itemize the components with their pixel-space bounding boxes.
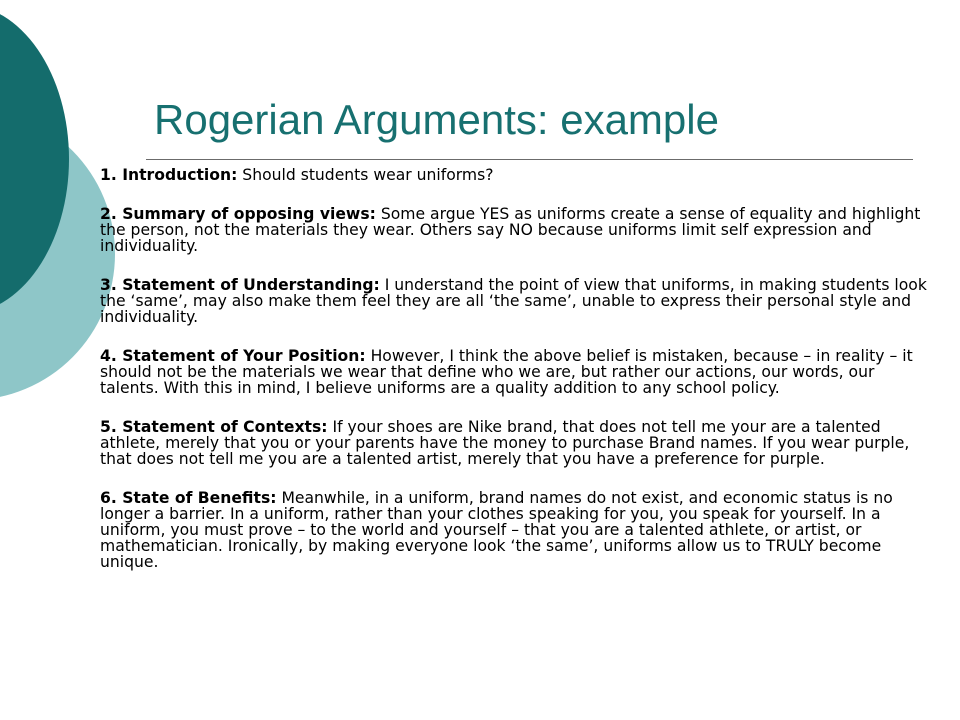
- paragraph-text: If your shoes are Nike brand, that does not tell me your are a talented athlete, merely that you or your parents have the money to purchase Brand names. If you wear purple, that does not tell me you are a talented artist, merely that you have a preference for purple.: [100, 418, 910, 468]
- paragraph-text: Should students wear uniforms?: [242, 166, 494, 184]
- paragraph-text: I understand the point of view that uniforms, in making students look the ‘same’, may also make them feel they are all ‘the same’, unable to express their personal style and individuality.: [100, 276, 927, 326]
- paragraph-position: [100, 348, 930, 396]
- paragraph-label: 6. State of Benefits:: [100, 489, 277, 507]
- paragraph-label: 3. Statement of Understanding:: [100, 276, 380, 294]
- paragraph-text: Meanwhile, in a uniform, brand names do not exist, and economic status is no longer a barrier. In a uniform, rather than your clothes speaking for you, you speak for yourself. In a uniform, you must prove – to the world and yourself – that you are a talented athlete, or artist, or mathematician. Ironically, by making everyone look ‘the same’, uniforms allow us to TRULY become unique.: [100, 489, 893, 571]
- paragraph-text: However, I think the above belief is mistaken, because – in reality – it should not be the materials we wear that define who we are, but rather our actions, our words, our talents. With this in mind, I believe uniforms are a quality addition to any school policy.: [100, 347, 913, 397]
- slide-body: [100, 167, 930, 593]
- paragraph-understanding: [100, 277, 930, 325]
- title-divider: [146, 159, 913, 160]
- paragraph-label: 4. Statement of Your Position:: [100, 347, 366, 365]
- paragraph-text: Some argue YES as uniforms create a sense of equality and highlight the person, not the materials they wear. Others say NO because uniforms limit self expression and individuality.: [100, 205, 921, 255]
- paragraph-label: 5. Statement of Contexts:: [100, 418, 328, 436]
- slide-title: Rogerian Arguments: example: [154, 96, 719, 143]
- paragraph-opposing-views: [100, 206, 930, 254]
- paragraph-label: 1. Introduction:: [100, 166, 238, 184]
- paragraph-contexts: [100, 419, 930, 467]
- paragraph-benefits: [100, 490, 930, 570]
- paragraph-label: 2. Summary of opposing views:: [100, 205, 376, 223]
- paragraph-introduction: [100, 167, 930, 183]
